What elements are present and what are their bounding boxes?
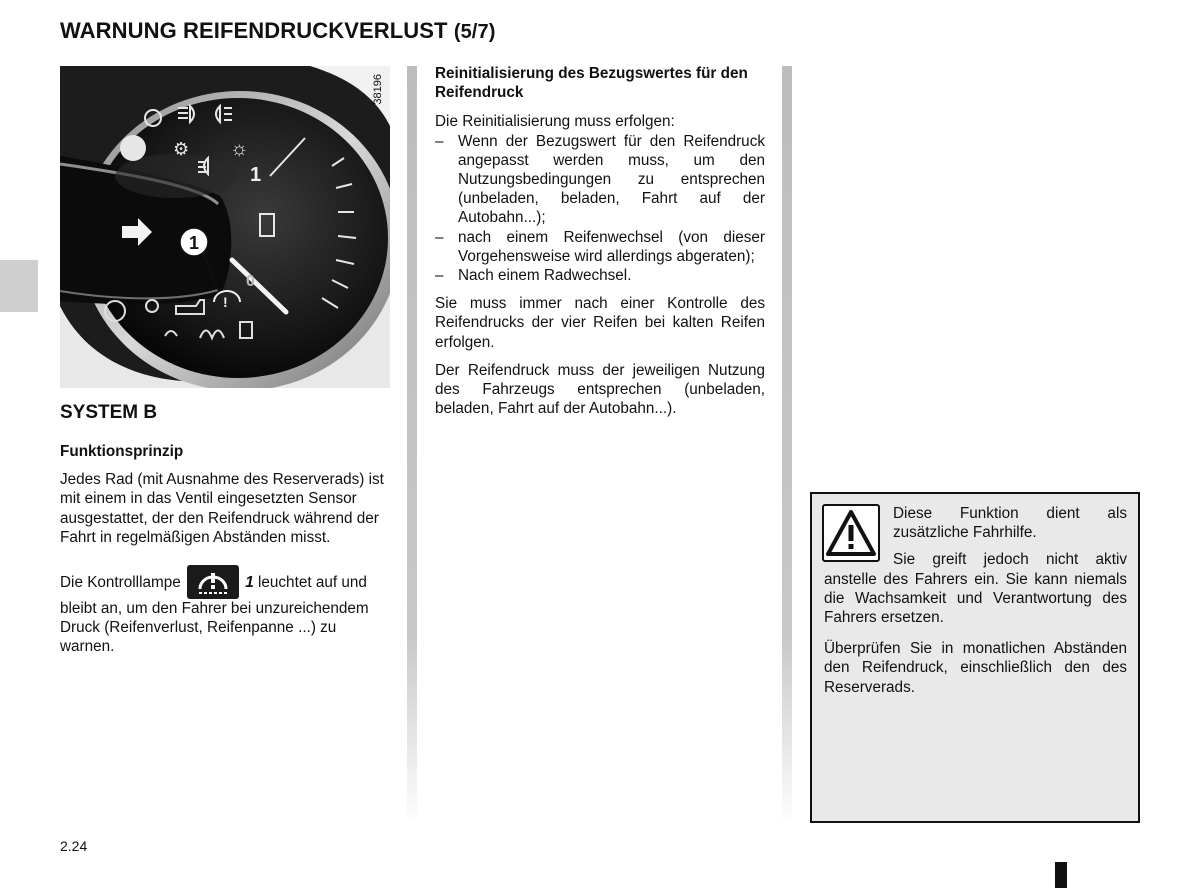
section-tab — [0, 260, 38, 312]
left-para-2 — [60, 565, 390, 657]
middle-column — [435, 64, 765, 427]
left-para-1: Jedes Rad (mit Ausnahme des Reserverads) ist mit einem in das Ventil eingesetzten Sensor ausgestattet, der den Reifendruck während der Fahrt in regelmäßigen Abständen misst. — [60, 471, 384, 546]
callout-number: 1 — [189, 233, 200, 253]
gauge-digit: 1 — [250, 164, 262, 186]
list-item: – Nach einem Radwechsel. — [435, 267, 632, 285]
warning-box — [810, 492, 1140, 823]
reinit-heading: Reinitialisierung des Bezugswertes für den Reifendruck — [435, 65, 748, 102]
warning-line-1: Diese Funktion dient als zusätzliche Fahrhilfe. — [893, 505, 1127, 542]
title-text: WARNUNG REIFENDRUCKVERLUST — [60, 18, 448, 43]
left-column — [60, 442, 390, 666]
middle-para-2: Der Reifendruck muss der jeweiligen Nutzung des Fahrzeugs entsprechen (unbeladen, beladen, Fahrt auf der Autobahn...). — [435, 361, 765, 418]
warning-line-2: Sie greift jedoch nicht aktiv anstelle des Fahrers ein. Sie kann niemals die Wachsamkeit und Verantwortung des Fahrers ersetzen. — [824, 551, 1127, 627]
function-subheading: Funktionsprinzip — [60, 443, 184, 460]
tyre-warning-lamp-icon — [187, 565, 239, 599]
system-heading: SYSTEM B — [60, 402, 158, 423]
reinit-intro: Die Reinitialisierung muss erfolgen: — [435, 113, 675, 131]
svg-text:!: ! — [223, 294, 228, 310]
warning-text — [824, 504, 1127, 705]
list-item: – nach einem Reifenwechsel (von dieser Vorgehensweise wird allerdings abgeraten); — [435, 228, 765, 265]
figure-code: 38196 — [372, 74, 384, 105]
dashboard-illustration — [60, 66, 390, 388]
column-divider — [782, 66, 792, 826]
para2-ref: 1 — [245, 574, 254, 592]
para2-after: leuchtet auf und bleibt an, um den Fahrer bei unzureichendem Druck (Reifenverlust, Reifenpanne ...) zu warnen. — [60, 574, 369, 656]
svg-text:☼: ☼ — [230, 138, 249, 160]
page-marker — [1055, 862, 1067, 888]
gauge-zero: 0 — [246, 273, 255, 290]
title-part: (5/7) — [453, 21, 496, 43]
warning-line-3: Überprüfen Sie in monatlichen Abständen den Reifendruck, einschließlich den des Reserverads. — [824, 640, 1127, 696]
dashboard-figure — [60, 66, 390, 388]
middle-para-1: Sie muss immer nach einer Kontrolle des Reifendrucks der vier Reifen bei kalten Reifen erfolgen. — [435, 295, 765, 351]
reinit-list — [435, 132, 765, 286]
column-divider — [407, 66, 417, 826]
para2-before: Die Kontrolllampe — [60, 574, 181, 592]
circle-lamp-icon — [120, 135, 146, 161]
svg-text:⚙: ⚙ — [173, 139, 190, 159]
list-item: – Wenn der Bezugswert für den Reifendruck angepasst werden muss, um den Nutzungsbedingungen zu entsprechen (unbeladen, beladen, Fahrt auf der Autobahn...); — [435, 132, 765, 227]
page-number: 2.24 — [60, 838, 88, 854]
page-title — [60, 18, 495, 44]
